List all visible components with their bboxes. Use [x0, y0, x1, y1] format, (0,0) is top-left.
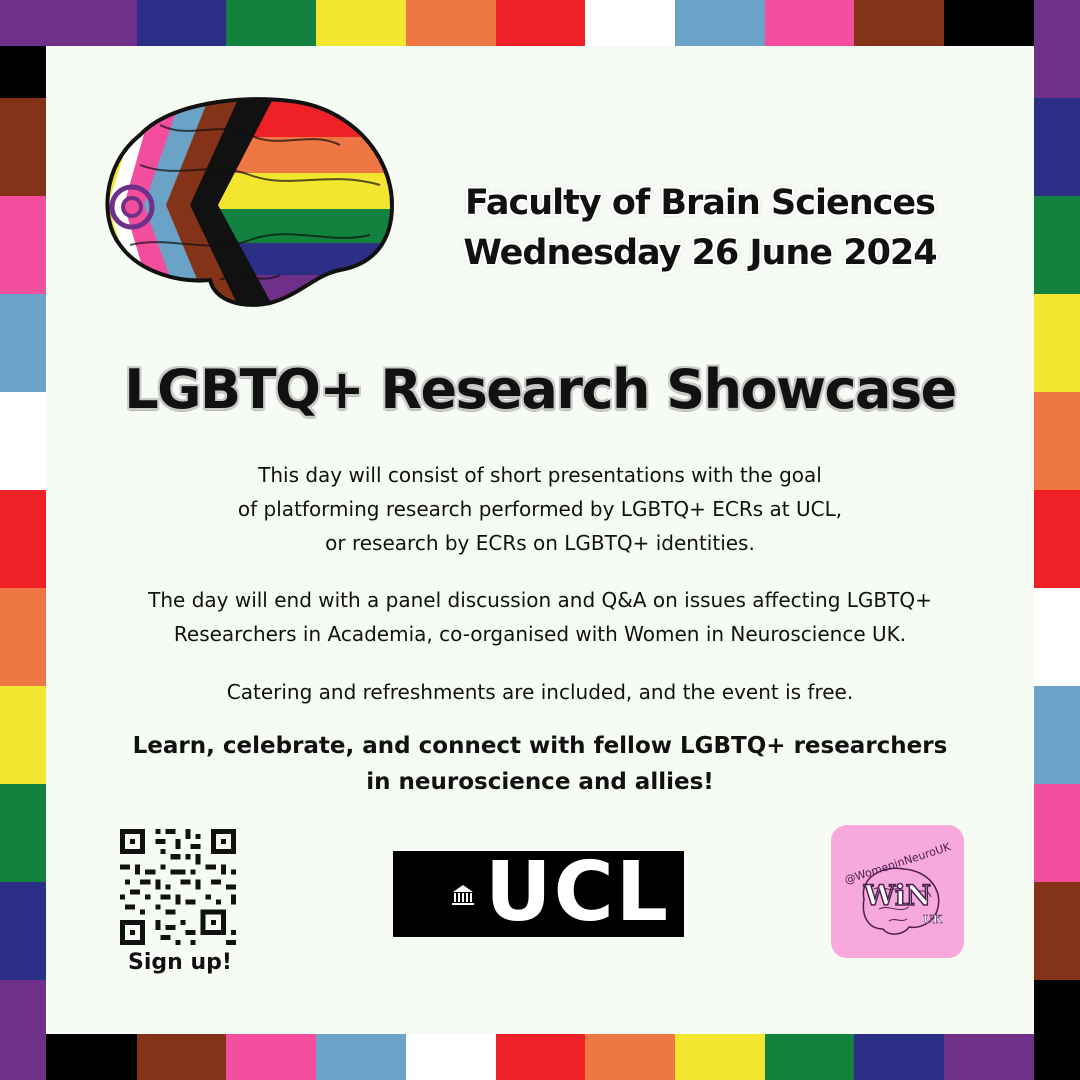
description-paragraph-2: [60, 583, 1020, 651]
description-line: The day will end with a panel discussion and Q&A on issues affecting LGBTQ+: [148, 588, 932, 612]
description-line: or research by ECRs on LGBTQ+ identities.: [325, 531, 755, 555]
cta-line: in neuroscience and allies!: [366, 769, 714, 795]
page-title: LGBTQ+ Research Showcase: [124, 358, 956, 421]
signup-label[interactable]: Sign up!: [128, 950, 232, 975]
description-line: of platforming research performed by LGBTQ+ ECRs at UCL,: [237, 497, 843, 521]
win-uk-logo: [831, 825, 964, 958]
faculty-name: Faculty of Brain Sciences: [465, 183, 935, 223]
description-paragraph-3: [60, 675, 1020, 709]
portico-icon: [451, 883, 475, 907]
description-line: Researchers in Academia, co-organised with Women in Neuroscience UK.: [173, 622, 907, 646]
ucl-logo: [393, 845, 684, 940]
win-handle: @WomeninNeuroUK: [842, 840, 953, 887]
pride-brain-icon: [100, 95, 395, 310]
ucl-wordmark: UCL: [485, 845, 671, 940]
cta-line: Learn, celebrate, and connect with fellow LGBTQ+ researchers: [132, 733, 948, 759]
qr-code-icon[interactable]: [113, 824, 243, 950]
description-line: Catering and refreshments are included, and the event is free.: [226, 680, 854, 704]
description-paragraph-1: [60, 458, 1020, 560]
event-date: Wednesday 26 June 2024: [463, 233, 937, 273]
call-to-action: [60, 728, 1020, 800]
win-name: WiN: [863, 879, 932, 912]
win-country: UK: [923, 913, 943, 926]
description-line: This day will consist of short presentations with the goal: [258, 463, 822, 487]
event-header: [410, 178, 990, 278]
